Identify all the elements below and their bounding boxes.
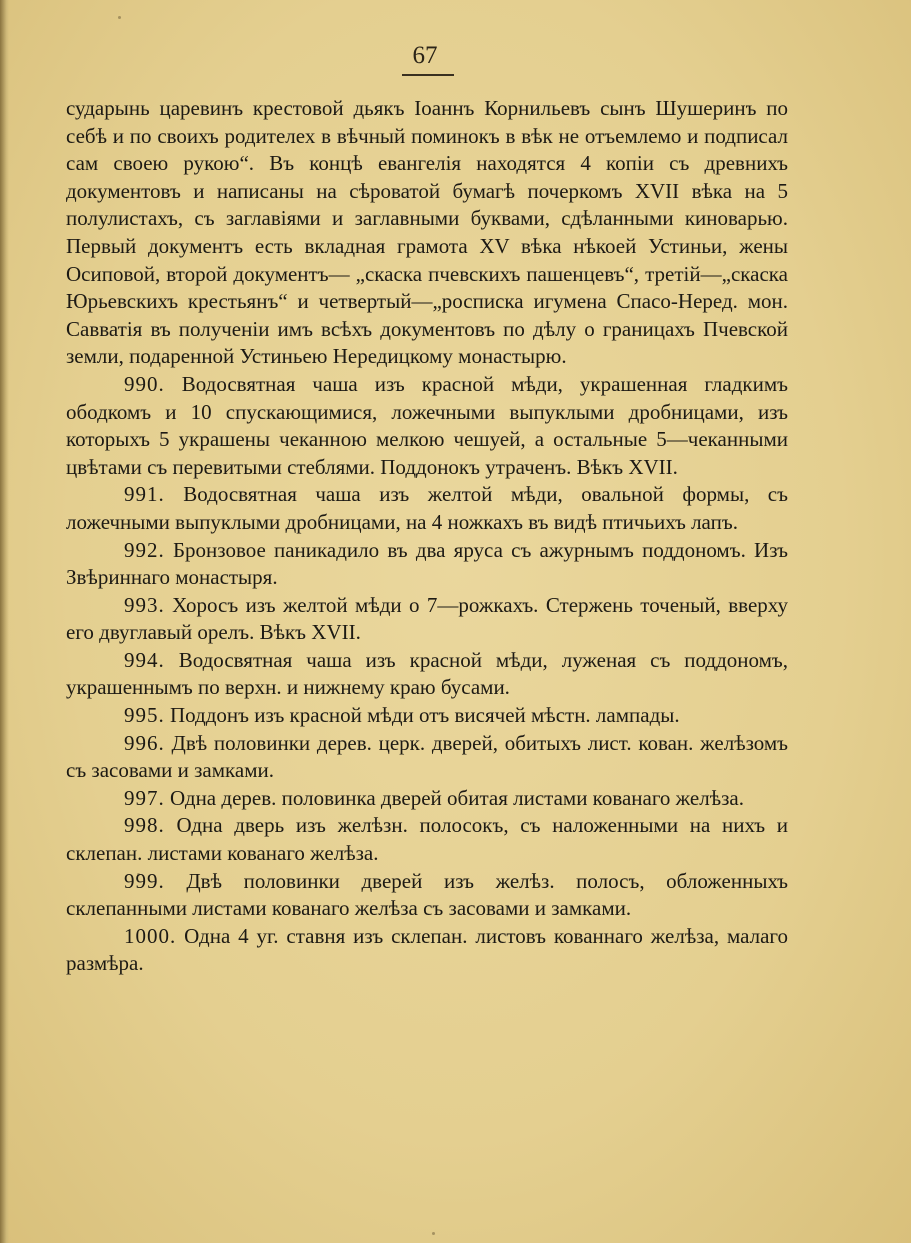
entry-994 bbox=[66, 647, 788, 702]
paragraph-continuation bbox=[66, 95, 788, 371]
entry-995 bbox=[66, 702, 788, 730]
entry-number: 1000. bbox=[124, 923, 177, 948]
entry-number: 996. bbox=[124, 730, 165, 755]
entry-number: 998. bbox=[124, 813, 165, 838]
entry-text: Двѣ половинки дверей изъ желѣз. полосъ, обложенныхъ склепанными листами кованаго желѣза съ засовами и замками. bbox=[66, 868, 788, 921]
entry-992 bbox=[66, 537, 788, 592]
entry-997 bbox=[66, 785, 788, 813]
paragraph-text: сударынь царевинъ крестовой дьякъ Іоаннъ Корнильевъ сынъ Шушеринъ по себѣ и по своихъ родителех в вѣчный поминокъ в вѣк не отъемлемо и подписал сам своею рукою“. Въ концѣ евангелія находятся 4 копіи съ древнихъ документовъ и написаны на сѣроватой бумагѣ почеркомъ XVII вѣка на 5 полулистахъ, съ заглавіями и заглавными буквами, сдѣланными киноварью. Первый документъ есть вкладная грамота XV вѣка нѣкоей Устиньи, жены Осиповой, второй документъ— „скаска пчевскихъ пашенцевъ“, третій—„скаска Юрьевскихъ крестьянъ“ и четвертый—„росписка игумена Спасо-Неред. мон. Савватія въ полученіи имъ всѣхъ документовъ по дѣлу о границахъ Пчевской земли, подаренной Устиньею Нередицкому монастырю. bbox=[66, 96, 788, 369]
entry-text: Водосвятная чаша изъ желтой мѣди, овальной формы, съ ложечными выпуклыми дробницами, на 4 ножкахъ въ видѣ птичьихъ лапъ. bbox=[66, 482, 788, 534]
entry-text: Водосвятная чаша изъ красной мѣди, украшенная гладкимъ ободкомъ и 10 спускающимися, ложечными выпуклыми дробницами, изъ которыхъ 5 украшены чеканною мелкою чешуей, а остальные 5—чеканными цвѣтами съ перевитыми стеблями. Поддонокъ утраченъ. Вѣкъ XVII. bbox=[66, 371, 789, 479]
entry-number: 994. bbox=[124, 647, 165, 672]
entry-999 bbox=[66, 868, 788, 923]
page-number-underline bbox=[402, 74, 454, 76]
entry-text: Бронзовое паникадило въ два яруса съ ажурнымъ поддономъ. Изъ Звѣриннаго монастыря. bbox=[66, 537, 789, 590]
entry-number: 993. bbox=[124, 592, 165, 617]
entry-1000 bbox=[66, 923, 788, 978]
entry-text: Одна дверь изъ желѣзн. полосокъ, съ наложенными на нихъ и склепан. листами кованаго желѣза. bbox=[66, 813, 788, 866]
page-binding-edge bbox=[0, 0, 9, 1243]
entry-number: 991. bbox=[124, 482, 165, 507]
entry-996 bbox=[66, 730, 788, 785]
entry-number: 992. bbox=[124, 537, 165, 562]
entry-text: Хоросъ изъ желтой мѣди о 7—рожкахъ. Стержень точеный, вверху его двуглавый орелъ. Вѣкъ XVII. bbox=[66, 592, 788, 645]
entry-990 bbox=[66, 371, 788, 481]
entry-number: 990. bbox=[124, 371, 165, 396]
entry-998 bbox=[66, 812, 788, 867]
page-body bbox=[66, 95, 788, 978]
entry-text: Одна дерев. половинка дверей обитая листами кованаго желѣза. bbox=[170, 785, 744, 810]
entry-text: Водосвятная чаша изъ красной мѣди, луженая съ поддономъ, украшеннымъ по верхн. и нижнему краю бусами. bbox=[66, 647, 789, 700]
entry-text: Одна 4 уг. ставня изъ склепан. листовъ кованнаго желѣза, малаго размѣра. bbox=[66, 923, 789, 976]
entry-number: 995. bbox=[124, 703, 165, 728]
page-number: 67 bbox=[412, 42, 438, 69]
entry-number: 997. bbox=[124, 785, 165, 810]
entry-text: Двѣ половинки дерев. церк. дверей, обитыхъ лист. кован. желѣзомъ съ засовами и замками. bbox=[66, 730, 789, 783]
entry-993 bbox=[66, 592, 788, 647]
entry-991 bbox=[66, 481, 788, 536]
entry-text: Поддонъ изъ красной мѣди отъ висячей мѣстн. лампады. bbox=[170, 703, 680, 728]
entry-number: 999. bbox=[124, 868, 165, 893]
